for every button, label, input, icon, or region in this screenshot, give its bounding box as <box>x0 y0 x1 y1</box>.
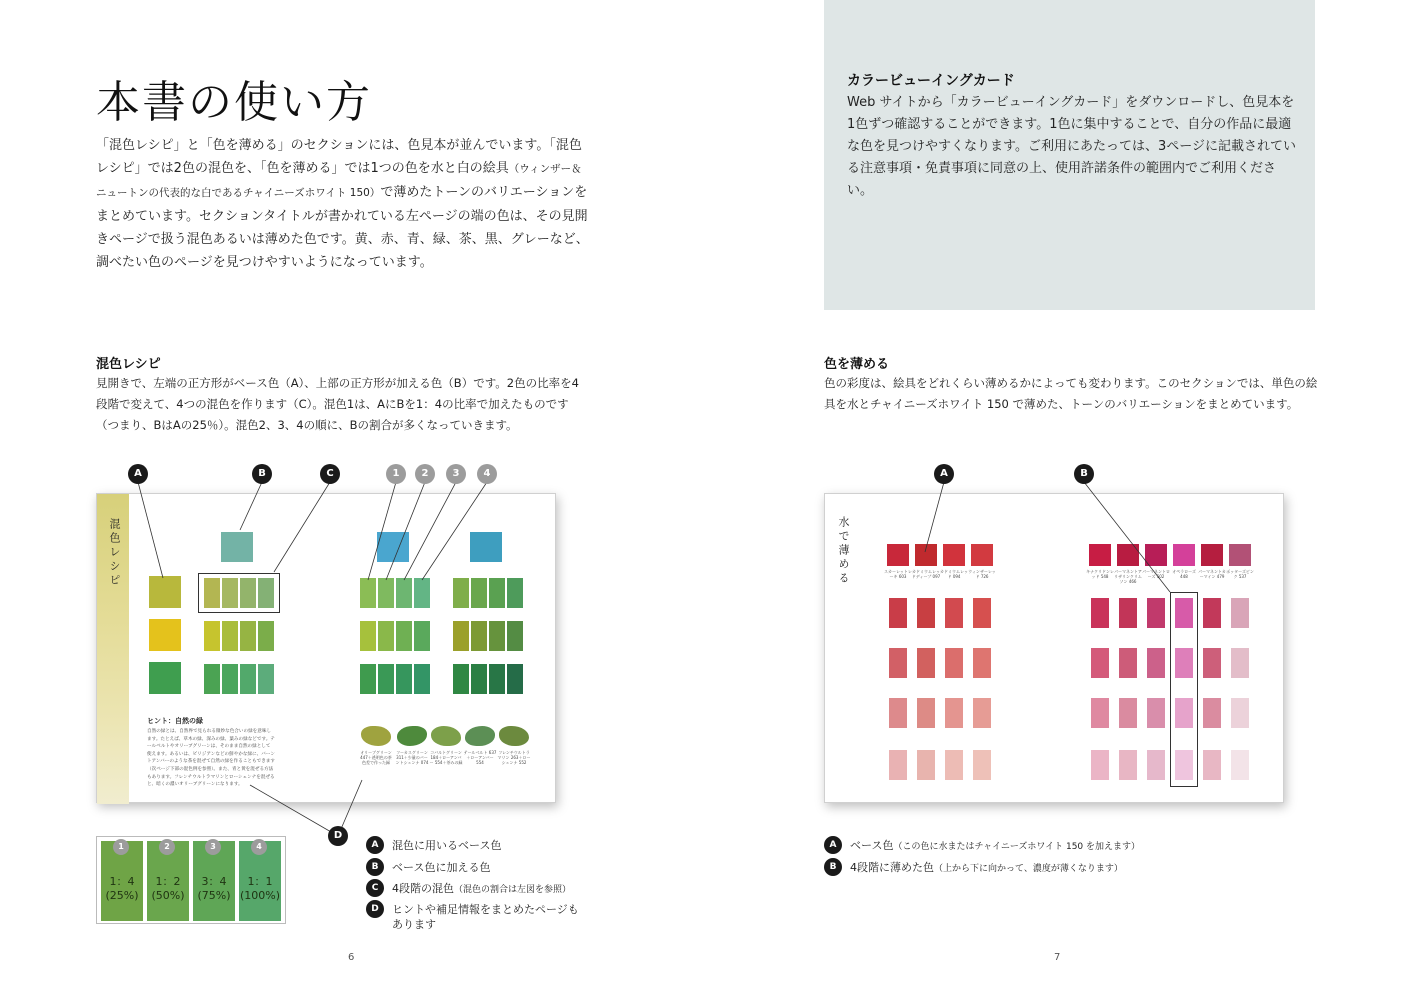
dilute-section-heading: 色を薄める <box>824 357 890 372</box>
base-paint <box>971 544 993 566</box>
mix-swatch <box>240 621 256 651</box>
paint-blob <box>397 726 427 746</box>
ratio-badge-1: 1 <box>113 839 129 855</box>
dilute-swatch <box>973 648 991 678</box>
mix-swatch <box>489 664 505 694</box>
legend-b-text: ベース色に加える色 <box>392 861 491 874</box>
callout-badge-d: D <box>328 826 348 846</box>
dilute-swatch <box>1231 598 1249 628</box>
spread-section-label-dilute: 水で薄める <box>837 516 850 586</box>
mix-swatch <box>507 621 523 651</box>
dilute-swatch <box>973 750 991 780</box>
dilute-swatch <box>1147 648 1165 678</box>
info-box-text: Web サイトから「カラービューイングカード」をダウンロードし、色見本を1色ずつ確認することができます。1色に集中することで、自分の作品に最適な色を見つけやすくなります。ご利用にあたっては、3ページに記載されている注意事項・免責事項に同意の上、使用許諾条件の範囲内でご利用ください。 <box>847 95 1296 198</box>
ratio-value: 1：2 <box>155 875 181 888</box>
dilute-swatch <box>917 698 935 728</box>
dilute-swatch <box>1231 750 1249 780</box>
legend-badge-a: A <box>366 836 384 854</box>
dilute-swatch <box>1119 698 1137 728</box>
mix-swatch <box>222 621 238 651</box>
paint-blob <box>361 726 391 746</box>
mix-swatch <box>378 621 394 651</box>
blob-label: コバルトグリーン 184＋ローアンバー 554＋茶みの緑 <box>429 750 463 765</box>
dilute-swatch <box>1119 598 1137 628</box>
dilute-swatch <box>945 698 963 728</box>
dilute-swatch <box>945 750 963 780</box>
page-title: 本書の使い方 <box>96 77 372 128</box>
legend-badge-c: C <box>366 879 384 897</box>
dilute-swatch <box>889 648 907 678</box>
paint-name: オペラローズ 448 <box>1172 569 1196 579</box>
dilute-swatch <box>1147 698 1165 728</box>
callout-badge-1: 1 <box>386 464 406 484</box>
callout-badge-c: C <box>320 464 340 484</box>
mix-swatch <box>471 621 487 651</box>
paint-name: パーマネントアリザリンクリムソン 466 <box>1114 569 1142 584</box>
dilute-swatch <box>1203 698 1221 728</box>
legend-badge-d: D <box>366 900 384 918</box>
callout-badge-4: 4 <box>477 464 497 484</box>
dilute-swatch <box>917 598 935 628</box>
ratio-badge-3: 3 <box>205 839 221 855</box>
intro-paragraph <box>96 134 590 274</box>
paint-name: カドミウムレッドディープ 097 <box>911 569 941 579</box>
highlight-frame-c <box>198 573 280 613</box>
base-paint <box>1173 544 1195 566</box>
intro-text-b: で薄めたトーンのバリエーションをまとめています。セクションタイトルが書かれている左ページの端の色は、その見開きページで扱う混色あるいは薄めた色です。黄、赤、青、緑、茶、黒、グレーなど、調べたい色のページを見つけやすいようになっています。 <box>96 185 589 270</box>
blob-label: オリーブグリーン 447＋透明色の茶色差で作った緑 <box>360 750 392 765</box>
mix-swatch <box>489 578 505 608</box>
ratio-value: 1：1 <box>247 875 273 888</box>
callout-badge-a: A <box>128 464 148 484</box>
legend-a-right-text: ベース色 <box>850 839 894 852</box>
mix-swatch <box>378 664 394 694</box>
dilute-swatch <box>1147 598 1165 628</box>
hint-title: ヒント：自然の緑 <box>147 717 203 725</box>
paint-blob <box>499 726 529 746</box>
ratio-percent: (75%) <box>197 889 231 902</box>
dilute-swatch <box>1091 698 1109 728</box>
mix-recipe-spread <box>96 493 556 803</box>
paint-name: パーマネントカーマイン 479 <box>1198 569 1226 579</box>
intro-text-note: （ウィンザー＆ニュートンの代表的な白であるチャイニーズホワイト 150） <box>96 163 582 199</box>
hint-text: 自然の緑とは、自然界で見られる微妙な色合いの緑を意味します。たとえば、草木の緑、深みの緑、葉みの緑などです。テールベルトやオリーブグリーンは、そのまま自然の緑として使えます。あるいは、ビリジアンなどの鮮やかな緑に、バーントアンバーのような茶を混ぜて自然の緑を作ることもできます（次ページ下部の混色例を参照）。また、青と黄を混ぜる方法もあります。フレンチウルトラマリンとローシェンナを混ぜると、暗くの濃いオリーブグリーンになります。 <box>147 729 275 788</box>
blob-label: フーカスグリーン 311＋少量のバーントシェンナ 074 <box>395 750 429 765</box>
mix-section-text: 見開きで、左端の正方形がベース色（A）、上部の正方形が加える色（B）です。2色の比率を4段階で変えて、4つの混色を作ります（C）。混色1は、AにBを1：4の比率で加えたものです（つまり、BはAの25％）。混色2、3、4の順に、Bの割合が多くなっていきます。 <box>96 376 579 432</box>
page-number-left: 6 <box>348 952 355 963</box>
callout-badge-3: 3 <box>446 464 466 484</box>
callout-badge-b: B <box>252 464 272 484</box>
legend-c-row <box>392 881 571 898</box>
dilute-swatch <box>1091 750 1109 780</box>
page-number-right: 7 <box>1054 952 1061 963</box>
ratio-badge-2: 2 <box>159 839 175 855</box>
dilute-swatch <box>1091 598 1109 628</box>
legend-d-text: ヒントや補足情報をまとめたページもあります <box>392 903 579 931</box>
dilute-swatch <box>1203 598 1221 628</box>
mix-swatch <box>453 578 469 608</box>
dilute-swatch <box>1231 698 1249 728</box>
paint-blob <box>431 726 461 746</box>
dilute-swatch <box>1231 648 1249 678</box>
dilute-swatch <box>1203 648 1221 678</box>
paint-name: カドミウムレッド 094 <box>940 569 968 579</box>
ratio-percent: (25%) <box>105 889 139 902</box>
paint-name: ポッターズピンク 537 <box>1226 569 1254 579</box>
legend-a-text: 混色に用いるベース色 <box>392 839 502 852</box>
legend-a-right-row <box>850 838 1140 855</box>
dilute-section-text: 色の彩度は、絵具をどれくらい薄めるかによっても変わります。このセクションでは、単色の絵具を水とチャイニーズホワイト 150 で薄めた、トーンのバリエーションをまとめています。 <box>824 376 1318 411</box>
spread-section-label: 混色レシピ <box>108 518 121 588</box>
intro-text-a: 「混色レシピ」と「色を薄める」のセクションには、色見本が並んでいます。「混色レシピ」では2色の混色を、「色を薄める」では1つの色を水と白の絵具 <box>96 138 582 176</box>
mix-swatch <box>396 578 412 608</box>
dilute-swatch <box>889 598 907 628</box>
ratio-value: 1：4 <box>109 875 135 888</box>
mix-swatch <box>258 664 274 694</box>
dilute-spread <box>824 493 1284 803</box>
base-paint <box>887 544 909 566</box>
legend-b-right-text: 4段階に薄めた色 <box>850 861 934 874</box>
legend-b-right-note: （上から下に向かって、濃度が薄くなります） <box>934 864 1123 874</box>
callout-badge-b-right: B <box>1074 464 1094 484</box>
ratio-cards-panel <box>96 836 286 924</box>
mix-swatch <box>396 621 412 651</box>
dilute-swatch <box>1119 750 1137 780</box>
add-color-swatch-blue <box>377 532 409 562</box>
mix-swatch <box>507 664 523 694</box>
base-paint <box>1145 544 1167 566</box>
info-box-heading: カラービューイングカード <box>847 73 1015 89</box>
mix-swatch <box>204 621 220 651</box>
mix-swatch <box>414 578 430 608</box>
add-color-swatch-blue-2 <box>470 532 502 562</box>
callout-badge-a-right: A <box>934 464 954 484</box>
dilute-swatch <box>1203 750 1221 780</box>
ratio-percent: (100%) <box>239 889 281 902</box>
mix-swatch <box>378 578 394 608</box>
add-color-swatch <box>221 532 253 562</box>
paint-name: スカーレットレーキ 603 <box>884 569 912 579</box>
paint-name: ウィンザーレッド 726 <box>968 569 996 579</box>
base-swatch-2 <box>149 619 181 651</box>
dilute-swatch <box>973 598 991 628</box>
mix-swatch <box>471 664 487 694</box>
base-paint <box>915 544 937 566</box>
base-paint <box>943 544 965 566</box>
mix-swatch <box>414 621 430 651</box>
mix-swatch <box>360 621 376 651</box>
mix-swatch <box>453 621 469 651</box>
dilute-swatch <box>889 750 907 780</box>
legend-c-text: 4段階の混色 <box>392 882 454 895</box>
highlight-frame-b <box>1170 592 1198 787</box>
paint-name: キナクリドンレッド 548 <box>1086 569 1114 579</box>
base-swatch-3 <box>149 662 181 694</box>
base-swatch-1 <box>149 576 181 608</box>
callout-badge-2: 2 <box>415 464 435 484</box>
legend-badge-b: B <box>366 858 384 876</box>
mix-swatch <box>396 664 412 694</box>
legend-badge-a-right: A <box>824 836 842 854</box>
mix-section-heading: 混色レシピ <box>96 357 161 372</box>
ratio-percent: (50%) <box>151 889 185 902</box>
paint-blob <box>465 726 495 746</box>
dilute-swatch <box>945 648 963 678</box>
mix-swatch <box>414 664 430 694</box>
mix-swatch <box>489 621 505 651</box>
mix-swatch <box>240 664 256 694</box>
mix-swatch <box>471 578 487 608</box>
base-paint <box>1201 544 1223 566</box>
dilute-swatch <box>945 598 963 628</box>
paint-name: パーマネントローズ 502 <box>1142 569 1170 579</box>
dilute-swatch <box>973 698 991 728</box>
mix-swatch <box>258 621 274 651</box>
ratio-value: 3：4 <box>201 875 227 888</box>
base-paint <box>1117 544 1139 566</box>
blob-label: フレンチウルトラマリン 263＋ローシェンナ 552 <box>497 750 531 765</box>
dilute-swatch <box>1091 648 1109 678</box>
ratio-badge-4: 4 <box>251 839 267 855</box>
dilute-swatch <box>917 648 935 678</box>
mix-swatch <box>222 664 238 694</box>
mix-swatch <box>360 578 376 608</box>
dilute-swatch <box>917 750 935 780</box>
base-paint <box>1089 544 1111 566</box>
legend-b-right-row <box>850 860 1123 877</box>
base-paint <box>1229 544 1251 566</box>
mix-swatch <box>453 664 469 694</box>
legend-c-note: （混色の割合は左図を参照） <box>454 885 572 895</box>
mix-swatch <box>507 578 523 608</box>
dilute-swatch <box>1147 750 1165 780</box>
mix-swatch <box>204 664 220 694</box>
legend-badge-b-right: B <box>824 858 842 876</box>
blob-label: テールベルト 637＋ローアンバー 554 <box>463 750 497 765</box>
color-viewing-card-box <box>824 0 1315 310</box>
dilute-swatch <box>889 698 907 728</box>
dilute-swatch <box>1119 648 1137 678</box>
mix-swatch <box>360 664 376 694</box>
legend-a-right-note: （この色に水またはチャイニーズホワイト 150 を加えます） <box>893 842 1141 852</box>
